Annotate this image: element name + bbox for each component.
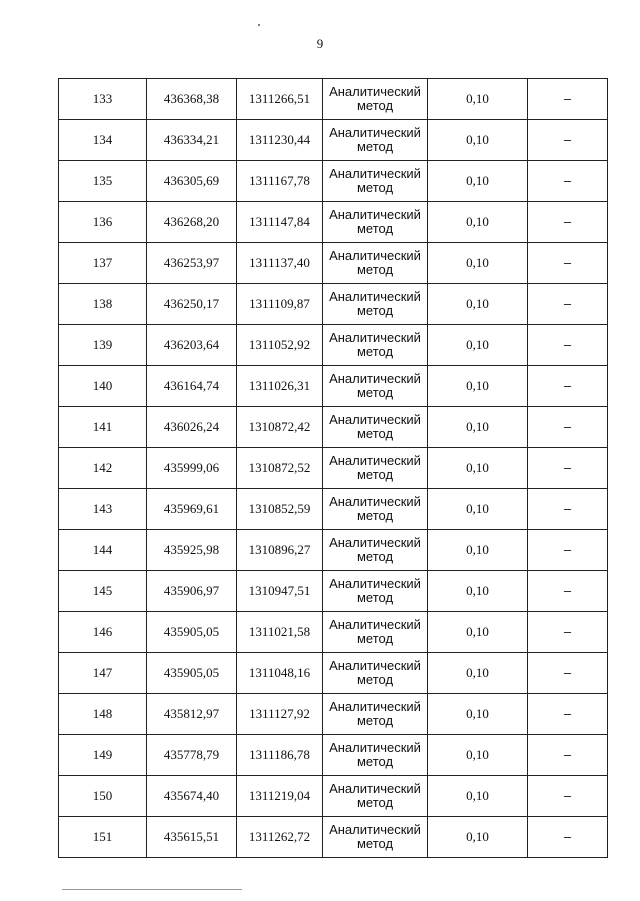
y-coordinate-cell: 1310852,59 <box>237 489 323 530</box>
table-row <box>59 284 608 325</box>
method-label-line2: метод <box>356 713 394 728</box>
point-number-cell: 150 <box>59 776 147 817</box>
method-label-line1: Аналитический <box>329 494 421 509</box>
x-coordinate-cell: 436368,38 <box>147 79 237 120</box>
method-cell <box>323 366 428 407</box>
y-coordinate-cell: 1311262,72 <box>237 817 323 858</box>
method-label-line1: Аналитический <box>329 576 421 591</box>
method-label-line2: метод <box>356 672 394 687</box>
method-cell <box>323 325 428 366</box>
point-number-cell: 136 <box>59 202 147 243</box>
method-cell <box>323 243 428 284</box>
point-number-cell: 144 <box>59 530 147 571</box>
method-cell <box>323 735 428 776</box>
accuracy-cell: 0,10 <box>428 530 528 571</box>
method-label-line2: метод <box>356 754 394 769</box>
note-cell: – <box>528 735 608 776</box>
table-row <box>59 571 608 612</box>
table-row <box>59 202 608 243</box>
note-cell: – <box>528 366 608 407</box>
x-coordinate-cell: 435778,79 <box>147 735 237 776</box>
method-label-line2: метод <box>356 303 394 318</box>
point-number-cell: 137 <box>59 243 147 284</box>
note-cell: – <box>528 489 608 530</box>
accuracy-cell: 0,10 <box>428 120 528 161</box>
method-cell <box>323 776 428 817</box>
table-row <box>59 407 608 448</box>
y-coordinate-cell: 1310872,52 <box>237 448 323 489</box>
method-label-line2: метод <box>356 631 394 646</box>
y-coordinate-cell: 1311167,78 <box>237 161 323 202</box>
point-number-cell: 147 <box>59 653 147 694</box>
note-cell: – <box>528 694 608 735</box>
point-number-cell: 151 <box>59 817 147 858</box>
point-number-cell: 149 <box>59 735 147 776</box>
point-number-cell: 140 <box>59 366 147 407</box>
accuracy-cell: 0,10 <box>428 694 528 735</box>
method-label-line2: метод <box>356 508 394 523</box>
method-label-line2: метод <box>356 139 394 154</box>
accuracy-cell: 0,10 <box>428 489 528 530</box>
note-cell: – <box>528 79 608 120</box>
point-number-cell: 148 <box>59 694 147 735</box>
y-coordinate-cell: 1310872,42 <box>237 407 323 448</box>
table-row <box>59 120 608 161</box>
table-row <box>59 79 608 120</box>
method-label-line2: метод <box>356 467 394 482</box>
table-row <box>59 161 608 202</box>
y-coordinate-cell: 1311026,31 <box>237 366 323 407</box>
x-coordinate-cell: 435999,06 <box>147 448 237 489</box>
note-cell: – <box>528 325 608 366</box>
method-label-line1: Аналитический <box>329 535 421 550</box>
scan-edge-line <box>62 889 242 890</box>
y-coordinate-cell: 1311052,92 <box>237 325 323 366</box>
method-label-line2: метод <box>356 549 394 564</box>
point-number-cell: 146 <box>59 612 147 653</box>
point-number-cell: 145 <box>59 571 147 612</box>
method-cell <box>323 448 428 489</box>
method-label-line1: Аналитический <box>329 371 421 386</box>
note-cell: – <box>528 571 608 612</box>
y-coordinate-cell: 1311186,78 <box>237 735 323 776</box>
x-coordinate-cell: 435615,51 <box>147 817 237 858</box>
table-row <box>59 448 608 489</box>
method-label-line2: метод <box>356 385 394 400</box>
y-coordinate-cell: 1311219,04 <box>237 776 323 817</box>
table-row <box>59 489 608 530</box>
point-number-cell: 143 <box>59 489 147 530</box>
x-coordinate-cell: 436026,24 <box>147 407 237 448</box>
point-number-cell: 139 <box>59 325 147 366</box>
note-cell: – <box>528 612 608 653</box>
method-label-line1: Аналитический <box>329 248 421 263</box>
method-label-line2: метод <box>356 180 394 195</box>
method-label-line1: Аналитический <box>329 125 421 140</box>
page-number: 9 <box>316 36 324 51</box>
accuracy-cell: 0,10 <box>428 243 528 284</box>
table-row <box>59 653 608 694</box>
x-coordinate-cell: 436250,17 <box>147 284 237 325</box>
note-cell: – <box>528 776 608 817</box>
table-row <box>59 530 608 571</box>
method-label-line1: Аналитический <box>329 166 421 181</box>
method-cell <box>323 571 428 612</box>
x-coordinate-cell: 436334,21 <box>147 120 237 161</box>
accuracy-cell: 0,10 <box>428 79 528 120</box>
accuracy-cell: 0,10 <box>428 776 528 817</box>
method-label-line1: Аналитический <box>329 84 421 99</box>
table-row <box>59 612 608 653</box>
accuracy-cell: 0,10 <box>428 325 528 366</box>
y-coordinate-cell: 1310947,51 <box>237 571 323 612</box>
x-coordinate-cell: 435812,97 <box>147 694 237 735</box>
x-coordinate-cell: 435905,05 <box>147 653 237 694</box>
method-label-line2: метод <box>356 221 394 236</box>
note-cell: – <box>528 161 608 202</box>
method-label-line1: Аналитический <box>329 740 421 755</box>
point-number-cell: 142 <box>59 448 147 489</box>
accuracy-cell: 0,10 <box>428 161 528 202</box>
point-number-cell: 141 <box>59 407 147 448</box>
accuracy-cell: 0,10 <box>428 653 528 694</box>
point-number-cell: 133 <box>59 79 147 120</box>
y-coordinate-cell: 1311127,92 <box>237 694 323 735</box>
y-coordinate-cell: 1311048,16 <box>237 653 323 694</box>
method-label-line1: Аналитический <box>329 289 421 304</box>
table-row <box>59 243 608 284</box>
method-label-line2: метод <box>356 795 394 810</box>
method-label-line1: Аналитический <box>329 699 421 714</box>
y-coordinate-cell: 1311147,84 <box>237 202 323 243</box>
method-cell <box>323 817 428 858</box>
x-coordinate-cell: 435674,40 <box>147 776 237 817</box>
method-label-line1: Аналитический <box>329 658 421 673</box>
method-label-line2: метод <box>356 590 394 605</box>
x-coordinate-cell: 436268,20 <box>147 202 237 243</box>
method-label-line1: Аналитический <box>329 617 421 632</box>
method-cell <box>323 161 428 202</box>
point-number-cell: 135 <box>59 161 147 202</box>
accuracy-cell: 0,10 <box>428 817 528 858</box>
method-label-line2: метод <box>356 98 394 113</box>
method-cell <box>323 612 428 653</box>
method-cell <box>323 407 428 448</box>
method-label-line2: метод <box>356 262 394 277</box>
note-cell: – <box>528 284 608 325</box>
point-number-cell: 134 <box>59 120 147 161</box>
y-coordinate-cell: 1310896,27 <box>237 530 323 571</box>
method-label-line1: Аналитический <box>329 453 421 468</box>
accuracy-cell: 0,10 <box>428 448 528 489</box>
method-label-line2: метод <box>356 344 394 359</box>
table-row <box>59 694 608 735</box>
method-label-line2: метод <box>356 426 394 441</box>
method-label-line1: Аналитический <box>329 781 421 796</box>
accuracy-cell: 0,10 <box>428 284 528 325</box>
note-cell: – <box>528 530 608 571</box>
x-coordinate-cell: 435969,61 <box>147 489 237 530</box>
note-cell: – <box>528 202 608 243</box>
table-row <box>59 817 608 858</box>
y-coordinate-cell: 1311021,58 <box>237 612 323 653</box>
x-coordinate-cell: 435905,05 <box>147 612 237 653</box>
note-cell: – <box>528 407 608 448</box>
method-cell <box>323 694 428 735</box>
y-coordinate-cell: 1311230,44 <box>237 120 323 161</box>
method-cell <box>323 284 428 325</box>
y-coordinate-cell: 1311137,40 <box>237 243 323 284</box>
scan-speck <box>258 24 260 26</box>
accuracy-cell: 0,10 <box>428 735 528 776</box>
method-cell <box>323 202 428 243</box>
coordinates-table-body <box>59 79 608 858</box>
method-cell <box>323 489 428 530</box>
note-cell: – <box>528 448 608 489</box>
note-cell: – <box>528 653 608 694</box>
y-coordinate-cell: 1311109,87 <box>237 284 323 325</box>
note-cell: – <box>528 120 608 161</box>
note-cell: – <box>528 243 608 284</box>
note-cell: – <box>528 817 608 858</box>
x-coordinate-cell: 436253,97 <box>147 243 237 284</box>
accuracy-cell: 0,10 <box>428 366 528 407</box>
coordinates-table <box>58 78 608 858</box>
method-label-line2: метод <box>356 836 394 851</box>
accuracy-cell: 0,10 <box>428 612 528 653</box>
accuracy-cell: 0,10 <box>428 407 528 448</box>
method-label-line1: Аналитический <box>329 412 421 427</box>
method-label-line1: Аналитический <box>329 822 421 837</box>
method-cell <box>323 653 428 694</box>
method-cell <box>323 120 428 161</box>
accuracy-cell: 0,10 <box>428 202 528 243</box>
table-row <box>59 325 608 366</box>
point-number-cell: 138 <box>59 284 147 325</box>
method-cell <box>323 79 428 120</box>
accuracy-cell: 0,10 <box>428 571 528 612</box>
x-coordinate-cell: 435906,97 <box>147 571 237 612</box>
x-coordinate-cell: 436305,69 <box>147 161 237 202</box>
method-cell <box>323 530 428 571</box>
x-coordinate-cell: 436164,74 <box>147 366 237 407</box>
y-coordinate-cell: 1311266,51 <box>237 79 323 120</box>
table-row <box>59 366 608 407</box>
x-coordinate-cell: 436203,64 <box>147 325 237 366</box>
method-label-line1: Аналитический <box>329 207 421 222</box>
table-row <box>59 776 608 817</box>
x-coordinate-cell: 435925,98 <box>147 530 237 571</box>
table-row <box>59 735 608 776</box>
method-label-line1: Аналитический <box>329 330 421 345</box>
